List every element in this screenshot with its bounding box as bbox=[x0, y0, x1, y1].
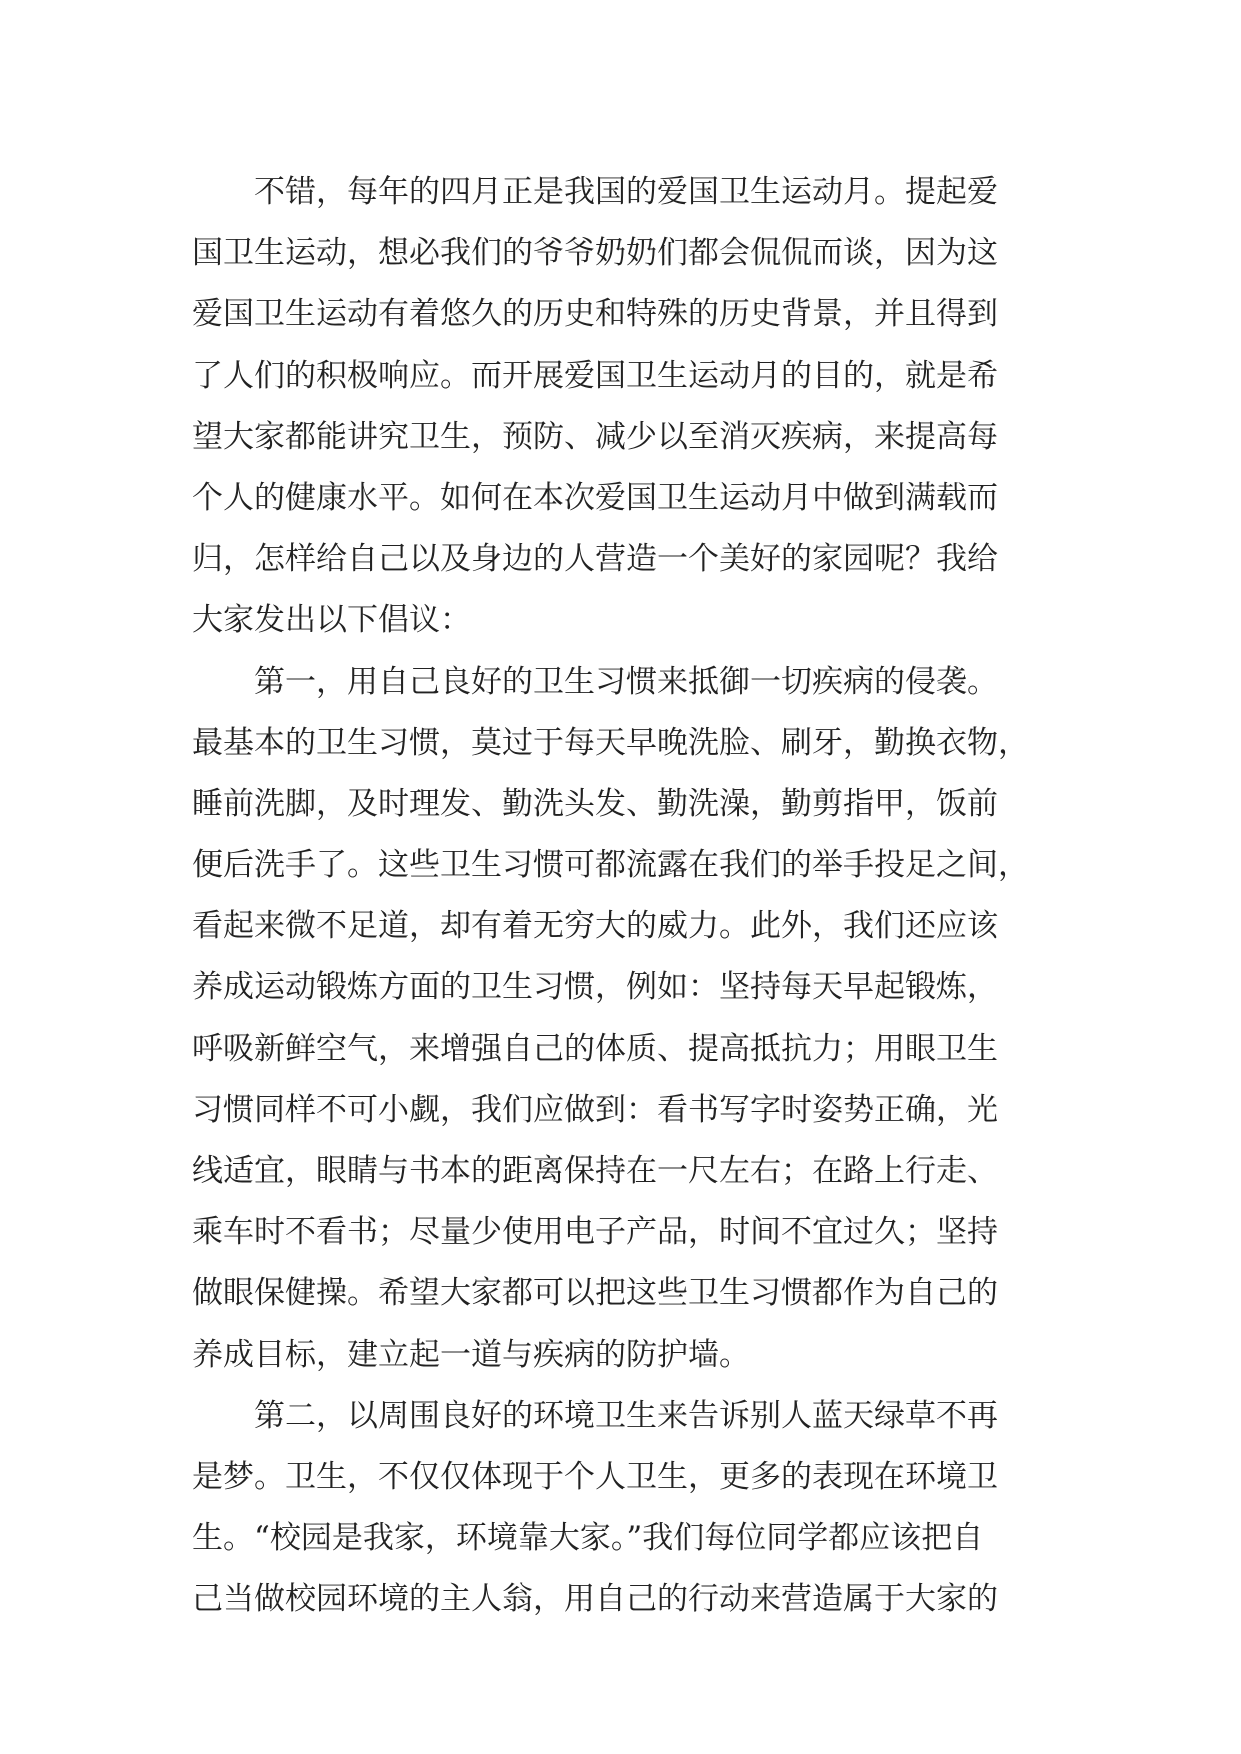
text-line: 第一，用自己良好的卫生习惯来抵御一切疾病的侵袭。 bbox=[254, 663, 998, 700]
text-line: 国卫生运动，想必我们的爷爷奶奶们都会侃侃而谈，因为这 bbox=[192, 235, 998, 272]
text-line: 爱国卫生运动有着悠久的历史和特殊的历史背景，并且得到 bbox=[192, 296, 998, 333]
text-line: 归，怎样给自己以及身边的人营造一个美好的家园呢？我给 bbox=[192, 541, 998, 578]
text-line: 己当做校园环境的主人翁，用自己的行动来营造属于大家的 bbox=[192, 1581, 998, 1618]
text-line: 看起来微不足道，却有着无穷大的威力。此外，我们还应该 bbox=[192, 908, 998, 945]
paragraph-second-proposal bbox=[192, 1386, 1072, 1631]
text-line: 了人们的积极响应。而开展爱国卫生运动月的目的，就是希 bbox=[192, 357, 998, 394]
text-line: 便后洗手了。这些卫生习惯可都流露在我们的举手投足之间， bbox=[192, 847, 1029, 884]
text-line: 养成目标，建立起一道与疾病的防护墙。 bbox=[192, 1336, 750, 1373]
text-line: 个人的健康水平。如何在本次爱国卫生运动月中做到满载而 bbox=[192, 479, 998, 516]
text-line: 生。“校园是我家，环境靠大家。”我们每位同学都应该把自 bbox=[192, 1520, 984, 1557]
text-line: 习惯同样不可小觑，我们应做到：看书写字时姿势正确，光 bbox=[192, 1091, 998, 1128]
text-line: 不错，每年的四月正是我国的爱国卫生运动月。提起爱 bbox=[254, 174, 998, 210]
text-line: 线适宜，眼睛与书本的距离保持在一尺左右；在路上行走、 bbox=[192, 1153, 998, 1189]
paragraph-intro bbox=[192, 162, 1072, 652]
text-line: 最基本的卫生习惯，莫过于每天早晚洗脸、刷牙，勤换衣物， bbox=[192, 724, 1029, 761]
paragraph-first-proposal bbox=[192, 652, 1072, 1386]
text-line: 睡前洗脚，及时理发、勤洗头发、勤洗澡，勤剪指甲，饭前 bbox=[192, 785, 998, 822]
text-line: 做眼保健操。希望大家都可以把这些卫生习惯都作为自己的 bbox=[192, 1275, 998, 1312]
text-line: 第二，以周围良好的环境卫生来告诉别人蓝天绿草不再 bbox=[254, 1397, 998, 1434]
text-line: 大家发出以下倡议： bbox=[192, 602, 471, 639]
text-line: 养成运动锻炼方面的卫生习惯，例如：坚持每天早起锻炼， bbox=[192, 969, 998, 1006]
text-line: 望大家都能讲究卫生，预防、减少以至消灭疾病，来提高每 bbox=[192, 418, 998, 455]
text-line: 是梦。卫生，不仅仅体现于个人卫生，更多的表现在环境卫 bbox=[192, 1458, 998, 1495]
text-line: 呼吸新鲜空气，来增强自己的体质、提高抵抗力；用眼卫生 bbox=[192, 1030, 998, 1067]
text-line: 乘车时不看书；尽量少使用电子产品，时间不宜过久；坚持 bbox=[192, 1214, 998, 1251]
document-body bbox=[192, 162, 1072, 1631]
